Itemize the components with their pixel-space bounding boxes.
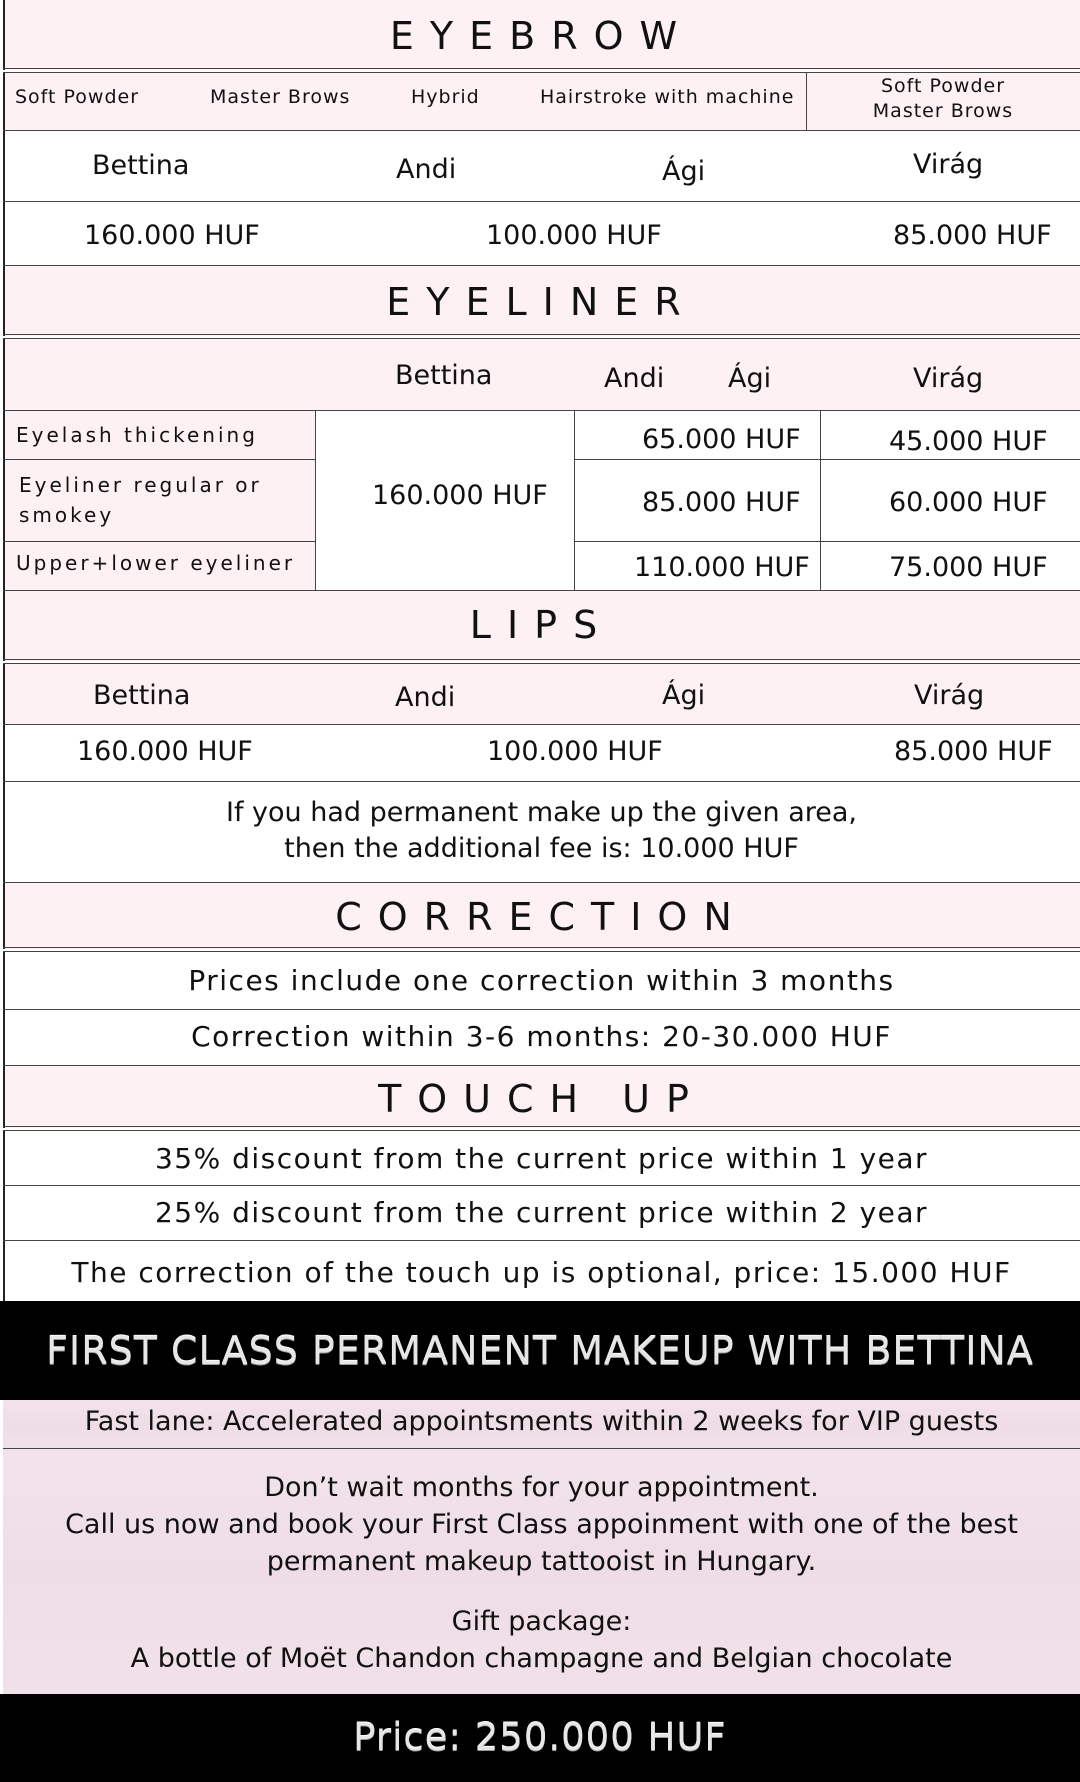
artist-agi: Ági bbox=[662, 156, 706, 187]
price-andi-agi: 110.000 HUF bbox=[634, 552, 810, 583]
divider bbox=[3, 334, 1080, 335]
touchup-line: 35% discount from the current price within 1 year bbox=[154, 1142, 929, 1175]
gift-package-label: Gift package: bbox=[451, 1606, 632, 1637]
eyeliner-row-label: smokey bbox=[19, 503, 115, 527]
artist-virag: Virág bbox=[914, 680, 985, 711]
artist-bettina: Bettina bbox=[395, 360, 493, 391]
price-virag: 85.000 HUF bbox=[894, 736, 1053, 767]
price-andi-agi: 85.000 HUF bbox=[642, 487, 801, 518]
price-virag: 60.000 HUF bbox=[889, 487, 1048, 518]
divider bbox=[3, 459, 315, 460]
price-virag: 75.000 HUF bbox=[889, 552, 1048, 583]
price-virag: 85.000 HUF bbox=[893, 220, 1052, 251]
price-andi-agi: 100.000 HUF bbox=[487, 736, 663, 767]
eyeliner-row-label: Eyelash thickening bbox=[16, 423, 258, 447]
style-master-brows: Master Brows bbox=[210, 86, 351, 108]
price-andi-agi: 100.000 HUF bbox=[486, 220, 662, 251]
divider bbox=[3, 68, 1080, 69]
price-bettina: 160.000 HUF bbox=[77, 736, 253, 767]
artist-agi: Ági bbox=[662, 680, 706, 711]
price-virag: 45.000 HUF bbox=[889, 426, 1048, 457]
first-class-title: FIRST CLASS PERMANENT MAKEUP WITH BETTINA bbox=[46, 1329, 1034, 1373]
correction-line: Prices include one correction within 3 months bbox=[188, 964, 895, 997]
divider bbox=[820, 410, 821, 590]
description-line: Call us now and book your First Class appoinment with one of the best bbox=[65, 1509, 1018, 1540]
style-hybrid: Hybrid bbox=[411, 86, 480, 108]
first-class-price: Price: 250.000 HUF bbox=[353, 1716, 727, 1759]
description-line: Don’t wait months for your appointment. bbox=[264, 1472, 819, 1503]
divider bbox=[3, 1126, 1080, 1127]
gift-package-content: A bottle of Moët Chandon champagne and Belgian chocolate bbox=[130, 1643, 953, 1674]
style-soft-powder: Soft Powder bbox=[15, 86, 140, 108]
eyeliner-title: EYELINER bbox=[386, 280, 697, 324]
artist-agi: Ági bbox=[728, 363, 772, 394]
artist-andi: Andi bbox=[395, 682, 456, 713]
artist-virag: Virág bbox=[913, 149, 984, 180]
divider bbox=[574, 541, 1080, 542]
lips-note-line: then the additional fee is: 10.000 HUF bbox=[284, 833, 799, 864]
eyeliner-row-label: Eyeliner regular or bbox=[19, 473, 262, 497]
lips-title: LIPS bbox=[469, 603, 614, 647]
divider bbox=[574, 459, 1080, 460]
artist-andi: Andi bbox=[604, 363, 665, 394]
style-hairstroke: Hairstroke with machine bbox=[540, 86, 795, 108]
eyebrow-title: EYEBROW bbox=[389, 14, 694, 58]
touchup-line: The correction of the touch up is optional, price: 15.000 HUF bbox=[71, 1256, 1012, 1289]
style-combo-line2: Master Brows bbox=[872, 100, 1014, 122]
eyeliner-row-label: Upper+lower eyeliner bbox=[16, 551, 296, 575]
price-andi-agi: 65.000 HUF bbox=[642, 424, 801, 455]
divider bbox=[3, 659, 1080, 660]
lips-note-line: If you had permanent make up the given area, bbox=[225, 797, 857, 828]
artist-virag: Virág bbox=[913, 363, 984, 394]
artist-bettina: Bettina bbox=[93, 680, 191, 711]
divider bbox=[3, 541, 315, 542]
touchup-line: 25% discount from the current price within 2 year bbox=[154, 1196, 929, 1229]
touchup-title: TOUCH UP bbox=[378, 1077, 705, 1121]
price-bettina: 160.000 HUF bbox=[84, 220, 260, 251]
divider bbox=[315, 410, 316, 590]
artist-andi: Andi bbox=[396, 154, 457, 185]
divider bbox=[3, 947, 1080, 948]
artist-bettina: Bettina bbox=[92, 150, 190, 181]
correction-line: Correction within 3-6 months: 20-30.000 HUF bbox=[191, 1020, 892, 1053]
style-combo-line1: Soft Powder bbox=[880, 75, 1006, 97]
correction-title: CORRECTION bbox=[335, 895, 748, 939]
description-line: permanent makeup tattooist in Hungary. bbox=[266, 1546, 817, 1577]
fast-lane-text: Fast lane: Accelerated appointsments within 2 weeks for VIP guests bbox=[84, 1406, 999, 1437]
price-bettina: 160.000 HUF bbox=[372, 480, 548, 511]
divider bbox=[574, 410, 575, 590]
